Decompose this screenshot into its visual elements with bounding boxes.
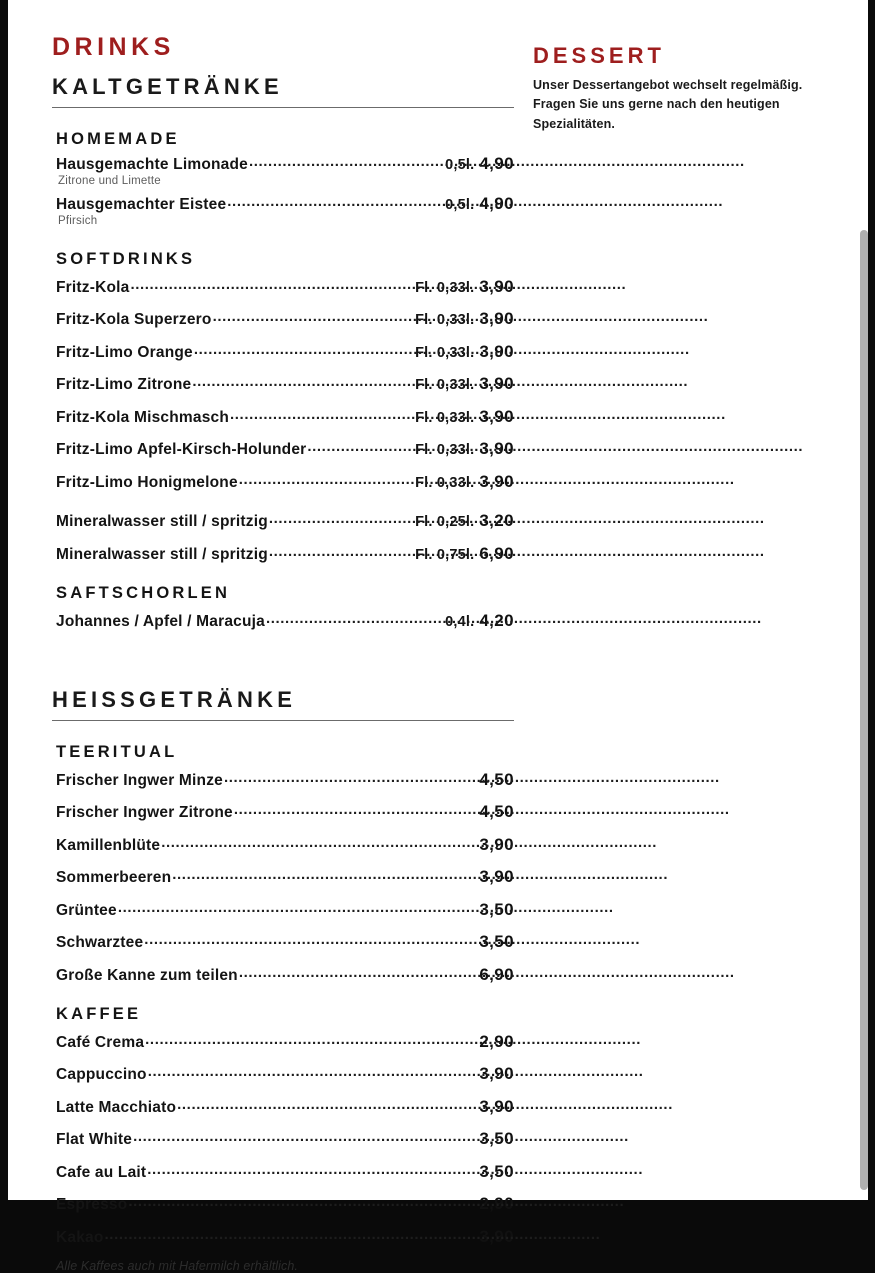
leader-dots xyxy=(234,801,478,817)
item-price: 3,90 xyxy=(479,276,514,296)
item-price: 2,90 xyxy=(479,1031,514,1051)
item-price: 3,90 xyxy=(479,1226,514,1246)
drinks-column xyxy=(52,34,514,1273)
leader-dots xyxy=(144,931,478,947)
leader-dots xyxy=(172,866,478,882)
menu-list-teeritual xyxy=(52,769,514,984)
item-name: Kamillenblüte xyxy=(56,836,161,854)
leader-dots xyxy=(239,964,478,980)
menu-row[interactable] xyxy=(56,341,514,361)
scrollbar-thumb[interactable] xyxy=(860,230,868,1190)
group-heading-saftschorlen: SAFTSCHORLEN xyxy=(56,584,231,603)
menu-list-saftschorlen xyxy=(52,610,514,630)
item-name: Frischer Ingwer Minze xyxy=(56,771,223,789)
leader-dots xyxy=(266,610,444,626)
item-price: 3,90 xyxy=(479,1064,514,1084)
item-price: 3,90 xyxy=(479,471,514,491)
item-volume: 0,5l. xyxy=(445,157,475,174)
section-heading-kaltgetraenke: KALTGETRÄNKE xyxy=(52,74,514,107)
item-price: 4,90 xyxy=(479,194,514,214)
item-volume: Fl. 0,75l. xyxy=(415,546,475,563)
menu-row[interactable] xyxy=(56,1063,514,1083)
item-volume: Fl. 0,33l. xyxy=(415,409,475,426)
leader-dots xyxy=(161,834,478,850)
menu-row[interactable] xyxy=(56,153,514,173)
spacer xyxy=(52,629,514,673)
item-name: Hausgemachter Eistee xyxy=(56,196,227,214)
leader-dots xyxy=(192,373,414,389)
item-volume: 0,5l. xyxy=(445,197,475,214)
item-name: Fritz-Limo Apfel-Kirsch-Holunder xyxy=(56,441,307,459)
item-description: Pfirsich xyxy=(58,214,98,227)
leader-dots xyxy=(118,899,478,915)
menu-row[interactable] xyxy=(56,438,514,458)
item-name: Fritz-Kola Mischmasch xyxy=(56,408,230,426)
menu-row[interactable] xyxy=(56,308,514,328)
leader-dots xyxy=(105,1226,479,1242)
menu-page xyxy=(8,0,860,1273)
item-volume: Fl. 0,33l. xyxy=(415,377,475,394)
dessert-note: Unser Dessertangebot wechselt regelmäßig. Fragen Sie uns gerne nach den heutigen Spezialitäten. xyxy=(533,78,803,131)
leader-dots xyxy=(230,406,414,422)
item-volume: Fl. 0,33l. xyxy=(415,344,475,361)
leader-dots xyxy=(213,308,415,324)
leader-dots xyxy=(227,193,444,209)
leader-dots xyxy=(148,1063,479,1079)
item-price: 3,90 xyxy=(479,341,514,361)
item-name: Kakao xyxy=(56,1228,104,1246)
item-price: 3,90 xyxy=(479,1096,514,1116)
leader-dots xyxy=(128,1193,478,1209)
menu-list-kaffee xyxy=(52,1031,514,1246)
item-name: Fritz-Limo Zitrone xyxy=(56,376,192,394)
item-name: Schwarztee xyxy=(56,934,144,952)
page-title-drinks: DRINKS xyxy=(52,33,175,61)
item-price: 3,50 xyxy=(479,932,514,952)
section-heading-heissgetraenke: HEISSGETRÄNKE xyxy=(52,687,514,720)
group-heading-softdrinks: SOFTDRINKS xyxy=(56,249,196,268)
item-price: 3,90 xyxy=(479,406,514,426)
item-name: Latte Macchiato xyxy=(56,1098,177,1116)
item-price: 6,90 xyxy=(479,543,514,563)
item-name: Flat White xyxy=(56,1131,133,1149)
menu-row[interactable] xyxy=(56,769,514,789)
item-name: Mineralwasser still / spritzig xyxy=(56,545,268,563)
leader-dots xyxy=(249,153,444,169)
leader-dots xyxy=(147,1161,478,1177)
menu-columns xyxy=(8,0,860,1273)
item-volume: Fl. 0,25l. xyxy=(415,514,475,531)
group-heading-teeritual: TEERITUAL xyxy=(56,742,178,761)
item-name: Cappuccino xyxy=(56,1066,147,1084)
item-price: 3,90 xyxy=(479,374,514,394)
item-name: Johannes / Apfel / Maracuja xyxy=(56,612,265,630)
leader-dots xyxy=(133,1128,478,1144)
item-price: 3,90 xyxy=(479,309,514,329)
item-price: 3,90 xyxy=(479,867,514,887)
item-price: 3,20 xyxy=(479,511,514,531)
menu-row[interactable] xyxy=(56,373,514,393)
item-volume: 0,4l. xyxy=(445,613,475,630)
menu-row[interactable] xyxy=(56,610,514,630)
item-price: 3,50 xyxy=(479,1161,514,1181)
leader-dots xyxy=(269,543,414,559)
item-name: Fritz-Limo Orange xyxy=(56,343,193,361)
menu-row[interactable] xyxy=(56,931,514,951)
item-price: 3,50 xyxy=(479,1129,514,1149)
dessert-column xyxy=(533,44,853,134)
item-name: Fritz-Limo Honigmelone xyxy=(56,473,238,491)
menu-row[interactable] xyxy=(56,193,514,213)
menu-row[interactable] xyxy=(56,964,514,984)
item-name: Espresso xyxy=(56,1196,128,1214)
item-name: Grüntee xyxy=(56,901,117,919)
menu-row[interactable] xyxy=(56,276,514,296)
item-name: Café Crema xyxy=(56,1033,145,1051)
leader-dots xyxy=(130,276,414,292)
leader-dots xyxy=(145,1031,478,1047)
item-volume: Fl. 0,33l. xyxy=(415,312,475,329)
menu-row[interactable] xyxy=(56,1226,514,1246)
leader-dots xyxy=(224,769,478,785)
spacer xyxy=(56,490,514,510)
menu-list-homemade xyxy=(52,153,514,227)
item-name: Mineralwasser still / spritzig xyxy=(56,513,268,531)
menu-row[interactable] xyxy=(56,406,514,426)
item-name: Große Kanne zum teilen xyxy=(56,966,238,984)
leader-dots xyxy=(307,438,414,454)
group-heading-homemade: HOMEMADE xyxy=(56,129,180,148)
menu-row[interactable] xyxy=(56,866,514,886)
item-price: 6,90 xyxy=(479,964,514,984)
item-price: 3,90 xyxy=(479,834,514,854)
menu-row[interactable] xyxy=(56,510,514,530)
item-description: Zitrone und Limette xyxy=(58,174,161,187)
item-name: Fritz-Kola Superzero xyxy=(56,311,212,329)
item-price: 4,90 xyxy=(479,154,514,174)
leader-dots xyxy=(177,1096,478,1112)
item-price: 3,90 xyxy=(479,439,514,459)
kaffee-footnote: Alle Kaffees auch mit Hafermilch erhältlich. xyxy=(56,1259,298,1273)
item-volume: Fl. 0,33l. xyxy=(415,279,475,296)
menu-row[interactable] xyxy=(56,1096,514,1116)
page-title-dessert: DESSERT xyxy=(533,43,665,68)
item-price: 4,20 xyxy=(479,610,514,630)
item-name: Cafe au Lait xyxy=(56,1163,147,1181)
item-price: 4,50 xyxy=(479,769,514,789)
leader-dots xyxy=(269,510,414,526)
menu-row[interactable] xyxy=(56,1128,514,1148)
item-volume: Fl. 0,33l. xyxy=(415,474,475,491)
menu-row[interactable] xyxy=(56,899,514,919)
menu-row[interactable] xyxy=(56,801,514,821)
item-name: Sommerbeeren xyxy=(56,869,172,887)
item-price: 2,90 xyxy=(479,1194,514,1214)
item-name: Hausgemachte Limonade xyxy=(56,156,248,174)
item-price: 4,50 xyxy=(479,802,514,822)
menu-row[interactable] xyxy=(56,1193,514,1213)
group-heading-kaffee: KAFFEE xyxy=(56,1005,142,1024)
menu-row[interactable] xyxy=(56,1031,514,1051)
leader-dots xyxy=(194,341,414,357)
item-price: 3,50 xyxy=(479,899,514,919)
menu-row[interactable] xyxy=(56,471,514,491)
item-name: Fritz-Kola xyxy=(56,278,130,296)
menu-row[interactable] xyxy=(56,834,514,854)
leader-dots xyxy=(239,471,414,487)
menu-row[interactable] xyxy=(56,1161,514,1181)
item-name: Frischer Ingwer Zitrone xyxy=(56,804,233,822)
item-volume: Fl. 0,33l. xyxy=(415,442,475,459)
menu-row[interactable] xyxy=(56,543,514,563)
menu-list-softdrinks xyxy=(52,276,514,563)
